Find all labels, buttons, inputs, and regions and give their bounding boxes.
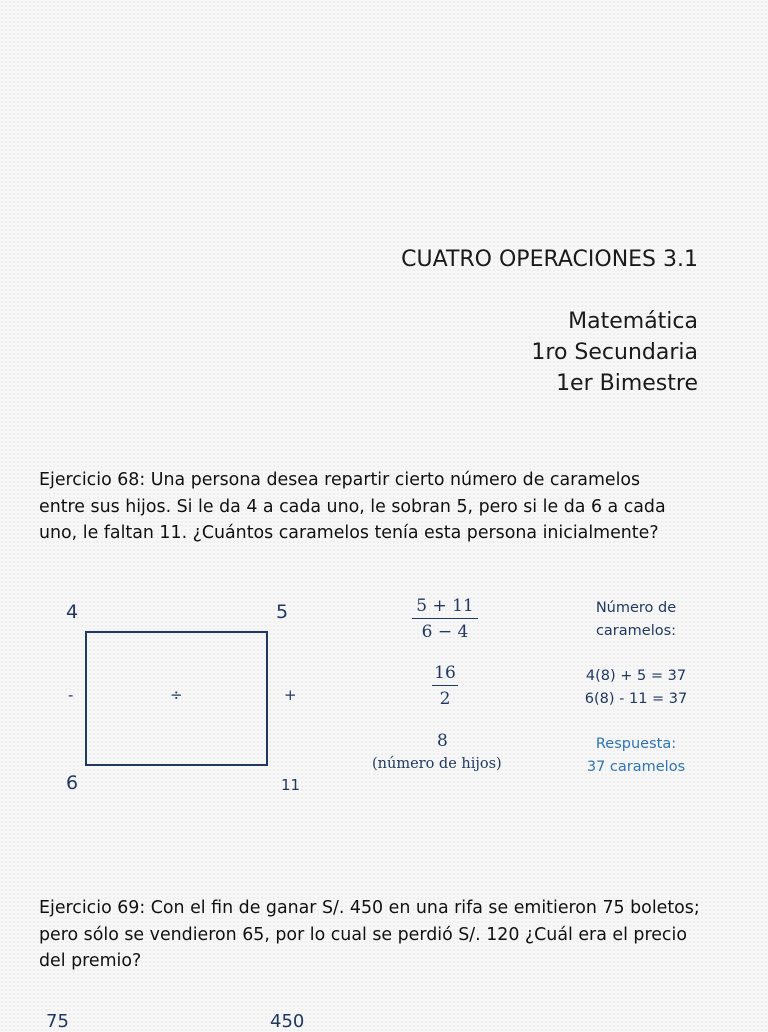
diagram-center: ÷ [170,686,183,704]
result-note: (número de hijos) [372,756,502,772]
fraction-one-denominator: 6 − 4 [421,622,469,643]
partial-value-left: 75 [46,1011,69,1032]
subject-label: Matemática [568,309,698,334]
candies-check [566,597,706,779]
term-label: 1er Bimestre [556,371,698,396]
answer-value: 37 caramelos [586,759,686,775]
exercise-68-line-1: Ejercicio 68: Una persona desea repartir cierto número de caramelos [39,470,641,490]
candies-label-line-2: caramelos: [595,623,677,639]
diagram-bottom-right: 11 [281,776,301,794]
diagram-mid-left: - [68,686,74,704]
fraction-two-denominator: 2 [439,689,451,710]
partial-value-right: 450 [270,1011,305,1032]
grade-label: 1ro Secundaria [531,340,698,365]
candies-label-line-1: Número de [595,600,677,616]
exercise-68-statement [39,467,739,547]
fraction-one-bar [412,618,478,619]
exercise-69-line-2: pero sólo se vendieron 65, por lo cual se perdió S/. 120 ¿Cuál era el precio [39,924,687,945]
result-value: 8 [437,731,448,751]
exercise-68-line-3: uno, le faltan 11. ¿Cuántos caramelos tenía esta persona inicialmente? [39,523,659,543]
answer-label: Respuesta: [595,736,677,752]
diagram-top-right: 5 [276,601,289,623]
diagram-top-left: 4 [66,601,79,623]
page-title: CUATRO OPERACIONES 3.1 [401,247,698,272]
title-block [401,244,698,399]
fraction-two-bar [432,685,458,686]
diagram-mid-right: + [284,686,297,704]
diagram-bottom-left: 6 [66,772,79,794]
fraction-two-numerator: 16 [434,663,456,683]
exercise-69-line-1: Ejercicio 69: Con el fin de ganar S/. 450 en una rifa se emitieron 75 boletos; [39,898,700,918]
exercise-69-statement [39,895,739,975]
exercise-69-line-3: del premio? [39,951,142,971]
fraction-one-numerator: 5 + 11 [416,596,474,616]
exercise-68-line-2: entre sus hijos. Si le da 4 a cada uno, le sobran 5, pero si le da 6 a cada [39,496,666,517]
check-equation-1: 4(8) + 5 = 37 [585,668,687,684]
fraction-one [412,596,478,642]
fraction-two [432,663,458,709]
check-equation-2: 6(8) - 11 = 37 [584,691,688,707]
